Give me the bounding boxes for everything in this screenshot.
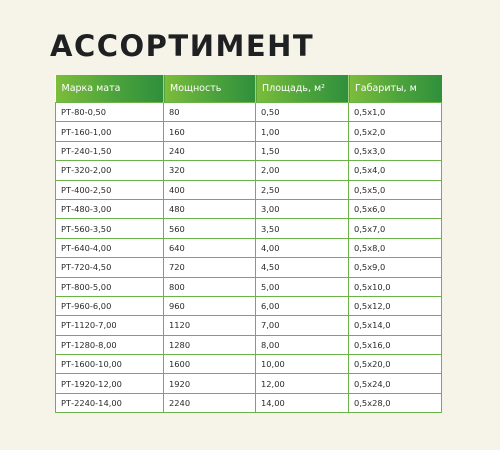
page-title: АССОРТИМЕНТ: [50, 29, 315, 63]
cell-area: 4,00: [256, 238, 349, 257]
cell-area: 1,00: [256, 122, 349, 141]
table-row: [56, 374, 442, 393]
table-row: [56, 180, 442, 199]
cell-dimensions: 0,5х4,0: [349, 161, 442, 180]
table-row: [56, 122, 442, 141]
cell-power: 1600: [164, 355, 256, 374]
cell-power: 80: [164, 103, 256, 122]
header-power: Мощность: [164, 75, 256, 103]
cell-dimensions: 0,5х14,0: [349, 316, 442, 335]
cell-model: РТ-560-3,50: [56, 219, 164, 238]
cell-model: РТ-2240-14,00: [56, 393, 164, 412]
cell-power: 320: [164, 161, 256, 180]
cell-power: 560: [164, 219, 256, 238]
cell-model: РТ-640-4,00: [56, 238, 164, 257]
cell-area: 7,00: [256, 316, 349, 335]
cell-area: 2,50: [256, 180, 349, 199]
table-row: [56, 161, 442, 180]
cell-model: РТ-1280-8,00: [56, 335, 164, 354]
cell-model: РТ-400-2,50: [56, 180, 164, 199]
cell-power: 640: [164, 238, 256, 257]
cell-dimensions: 0,5х9,0: [349, 258, 442, 277]
header-area: Площадь, м²: [256, 75, 349, 103]
cell-area: 0,50: [256, 103, 349, 122]
cell-dimensions: 0,5х20,0: [349, 355, 442, 374]
table-row: [56, 316, 442, 335]
cell-dimensions: 0,5х2,0: [349, 122, 442, 141]
table-row: [56, 238, 442, 257]
cell-dimensions: 0,5х24,0: [349, 374, 442, 393]
table-row: [56, 219, 442, 238]
table-row: [56, 335, 442, 354]
table-body: [56, 103, 442, 413]
table-row: [56, 277, 442, 296]
cell-dimensions: 0,5х10,0: [349, 277, 442, 296]
cell-model: РТ-720-4,50: [56, 258, 164, 277]
cell-model: РТ-800-5,00: [56, 277, 164, 296]
cell-area: 5,00: [256, 277, 349, 296]
cell-area: 10,00: [256, 355, 349, 374]
cell-model: РТ-1120-7,00: [56, 316, 164, 335]
cell-dimensions: 0,5х1,0: [349, 103, 442, 122]
cell-model: РТ-1600-10,00: [56, 355, 164, 374]
cell-area: 3,00: [256, 199, 349, 218]
cell-model: РТ-1920-12,00: [56, 374, 164, 393]
cell-model: РТ-320-2,00: [56, 161, 164, 180]
table-row: [56, 199, 442, 218]
table-row: [56, 258, 442, 277]
cell-power: 800: [164, 277, 256, 296]
cell-dimensions: 0,5х16,0: [349, 335, 442, 354]
cell-area: 1,50: [256, 141, 349, 160]
table-row: [56, 355, 442, 374]
cell-power: 960: [164, 296, 256, 315]
cell-dimensions: 0,5х28,0: [349, 393, 442, 412]
table-row: [56, 103, 442, 122]
cell-dimensions: 0,5х6,0: [349, 199, 442, 218]
cell-dimensions: 0,5х5,0: [349, 180, 442, 199]
cell-area: 12,00: [256, 374, 349, 393]
cell-area: 8,00: [256, 335, 349, 354]
table-row: [56, 393, 442, 412]
cell-model: РТ-480-3,00: [56, 199, 164, 218]
cell-area: 4,50: [256, 258, 349, 277]
cell-dimensions: 0,5х12,0: [349, 296, 442, 315]
cell-area: 6,00: [256, 296, 349, 315]
cell-model: РТ-160-1,00: [56, 122, 164, 141]
cell-dimensions: 0,5х8,0: [349, 238, 442, 257]
cell-power: 240: [164, 141, 256, 160]
cell-model: РТ-960-6,00: [56, 296, 164, 315]
cell-dimensions: 0,5х7,0: [349, 219, 442, 238]
cell-model: РТ-80-0,50: [56, 103, 164, 122]
cell-area: 14,00: [256, 393, 349, 412]
table-header-row: [56, 75, 442, 103]
table-row: [56, 296, 442, 315]
cell-power: 720: [164, 258, 256, 277]
table-row: [56, 141, 442, 160]
cell-power: 1120: [164, 316, 256, 335]
assortment-table: [55, 75, 442, 413]
cell-dimensions: 0,5х3,0: [349, 141, 442, 160]
cell-power: 1920: [164, 374, 256, 393]
cell-model: РТ-240-1,50: [56, 141, 164, 160]
header-dimensions: Габариты, м: [349, 75, 442, 103]
cell-power: 1280: [164, 335, 256, 354]
cell-power: 2240: [164, 393, 256, 412]
cell-power: 160: [164, 122, 256, 141]
cell-power: 480: [164, 199, 256, 218]
cell-area: 3,50: [256, 219, 349, 238]
cell-area: 2,00: [256, 161, 349, 180]
header-model: Марка мата: [56, 75, 164, 103]
cell-power: 400: [164, 180, 256, 199]
